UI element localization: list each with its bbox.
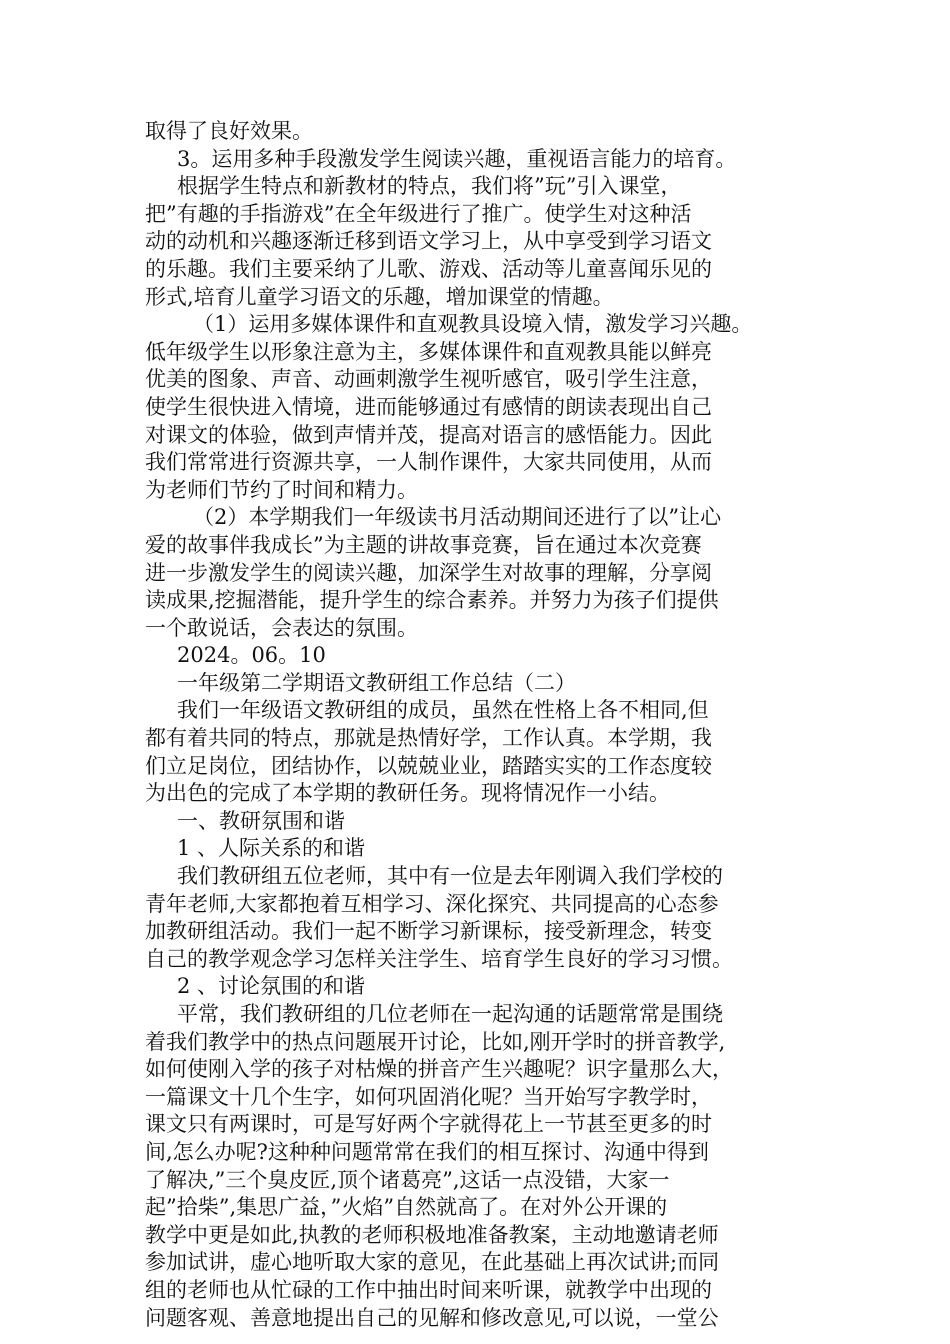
- text-line: 读成果,挖掘潜能，提升学生的综合素养。并努力为孩子们提供: [145, 588, 719, 613]
- text-line: 课文只有两课时，可是写好两个字就得花上一节甚至更多的时: [145, 1112, 712, 1137]
- text-line: 都有着共同的特点，那就是热情好学，工作认真。本学期，我: [145, 726, 712, 751]
- text-line: 取得了良好效果。: [145, 119, 313, 143]
- text-line: 我们一年级语文教研组的成员，虽然在性格上各不相同,但: [177, 698, 709, 723]
- text-line: 平常，我们教研组的几位老师在一起沟通的话题常常是围绕: [177, 1002, 723, 1026]
- text-line: 着我们教学中的热点问题展开讨论，比如,刚开学时的拼音教学,: [145, 1029, 726, 1054]
- text-line: 了解决,”三个臭皮匠,顶个诸葛亮”,这话一点没错，大家一: [145, 1167, 670, 1192]
- text-line: 形式,培育儿童学习语文的乐趣，增加课堂的情趣。: [145, 284, 614, 309]
- text-line: 组的老师也从忙碌的工作中抽出时间来听课，就教学中出现的: [145, 1277, 712, 1302]
- text-line: 间,怎么办呢?这种种问题常常在我们的相互探讨、沟通中得到: [145, 1139, 709, 1164]
- text-line: 自己的教学观念学习怎样关注学生、培育学生良好的学习习惯。: [145, 946, 733, 971]
- text-line: 1 、人际关系的和谐: [177, 836, 366, 861]
- text-line: 对课文的体验，做到声情并茂，提高对语言的感悟能力。因此: [145, 422, 712, 447]
- text-line: 如何使刚入学的孩子对枯燥的拼音产生兴趣呢？识字量那么大，: [145, 1057, 733, 1082]
- text-line: 一年级第二学期语文教研组工作总结（二）: [177, 670, 576, 695]
- text-line: 加教研组活动。我们一起不断学习新课标，接受新理念，转变: [145, 919, 712, 944]
- text-line: 参加试讲，虚心地听取大家的意见，在此基础上再次试讲;而同: [145, 1250, 720, 1275]
- text-line: 问题客观、善意地提出自己的见解和修改意见,可以说，一堂公: [145, 1305, 719, 1330]
- text-line: 我们常常进行资源共享，一人制作课件，大家共同使用，从而: [145, 450, 712, 475]
- text-line: 一、教研氛围和谐: [177, 808, 345, 833]
- text-line: 们立足岗位，团结协作，以兢兢业业，踏踏实实的工作态度较: [145, 753, 712, 778]
- text-line: 进一步激发学生的阅读兴趣，加深学生对故事的理解，分享阅: [145, 560, 712, 585]
- text-line: 为老师们节约了时间和精力。: [145, 477, 418, 502]
- text-line: 青年老师,大家都抱着互相学习、深化探究、共同提高的心态参: [145, 891, 719, 916]
- text-line: 优美的图象、声音、动画刺激学生视听感官，吸引学生注意，: [145, 367, 712, 392]
- text-line: 把”有趣的手指游戏”在全年级进行了推广。使学生对这种活: [145, 201, 692, 226]
- text-line: 3。运用多种手段激发学生阅读兴趣，重视语言能力的培育。: [177, 146, 737, 171]
- text-line: （1）运用多媒体课件和直观教具设境入情，激发学习兴趣。: [193, 312, 753, 337]
- text-line: 根据学生特点和新教材的特点，我们将”玩”引入课堂，: [177, 174, 682, 199]
- text-line: 低年级学生以形象注意为主，多媒体课件和直观教具能以鲜亮: [145, 339, 712, 364]
- text-line: 为出色的完成了本学期的教研任务。现将情况作一小结。: [145, 781, 670, 806]
- text-line: 动的动机和兴趣逐渐迁移到语文学习上，从中享受到学习语文: [145, 229, 712, 254]
- text-line: 一个敢说话，会表达的氛围。: [145, 615, 418, 640]
- text-line: 2024。06。10: [177, 643, 326, 668]
- text-line: 2 、讨论氛围的和谐: [177, 974, 366, 999]
- text-line: 一篇课文十几个生字，如何巩固消化呢？当开始写字教学时，: [145, 1084, 712, 1109]
- text-line: 教学中更是如此,执教的老师积极地准备教案，主动地邀请老师: [145, 1222, 719, 1247]
- body-text: [145, 118, 810, 1332]
- text-line: 我们教研组五位老师，其中有一位是去年刚调入我们学校的: [177, 864, 723, 889]
- text-line: 使学生很快进入情境，进而能够通过有感情的朗读表现出自己: [145, 394, 712, 419]
- text-line: 起”拾柴”,集思广益，”火焰”自然就高了。在对外公开课的: [145, 1195, 668, 1220]
- text-line: （2）本学期我们一年级读书月活动期间还进行了以”让心: [193, 505, 722, 530]
- text-line: 爱的故事伴我成长”为主题的讲故事竞赛，旨在通过本次竞赛: [145, 532, 702, 557]
- text-line: 的乐趣。我们主要采纳了儿歌、游戏、活动等儿童喜闻乐见的: [145, 256, 712, 281]
